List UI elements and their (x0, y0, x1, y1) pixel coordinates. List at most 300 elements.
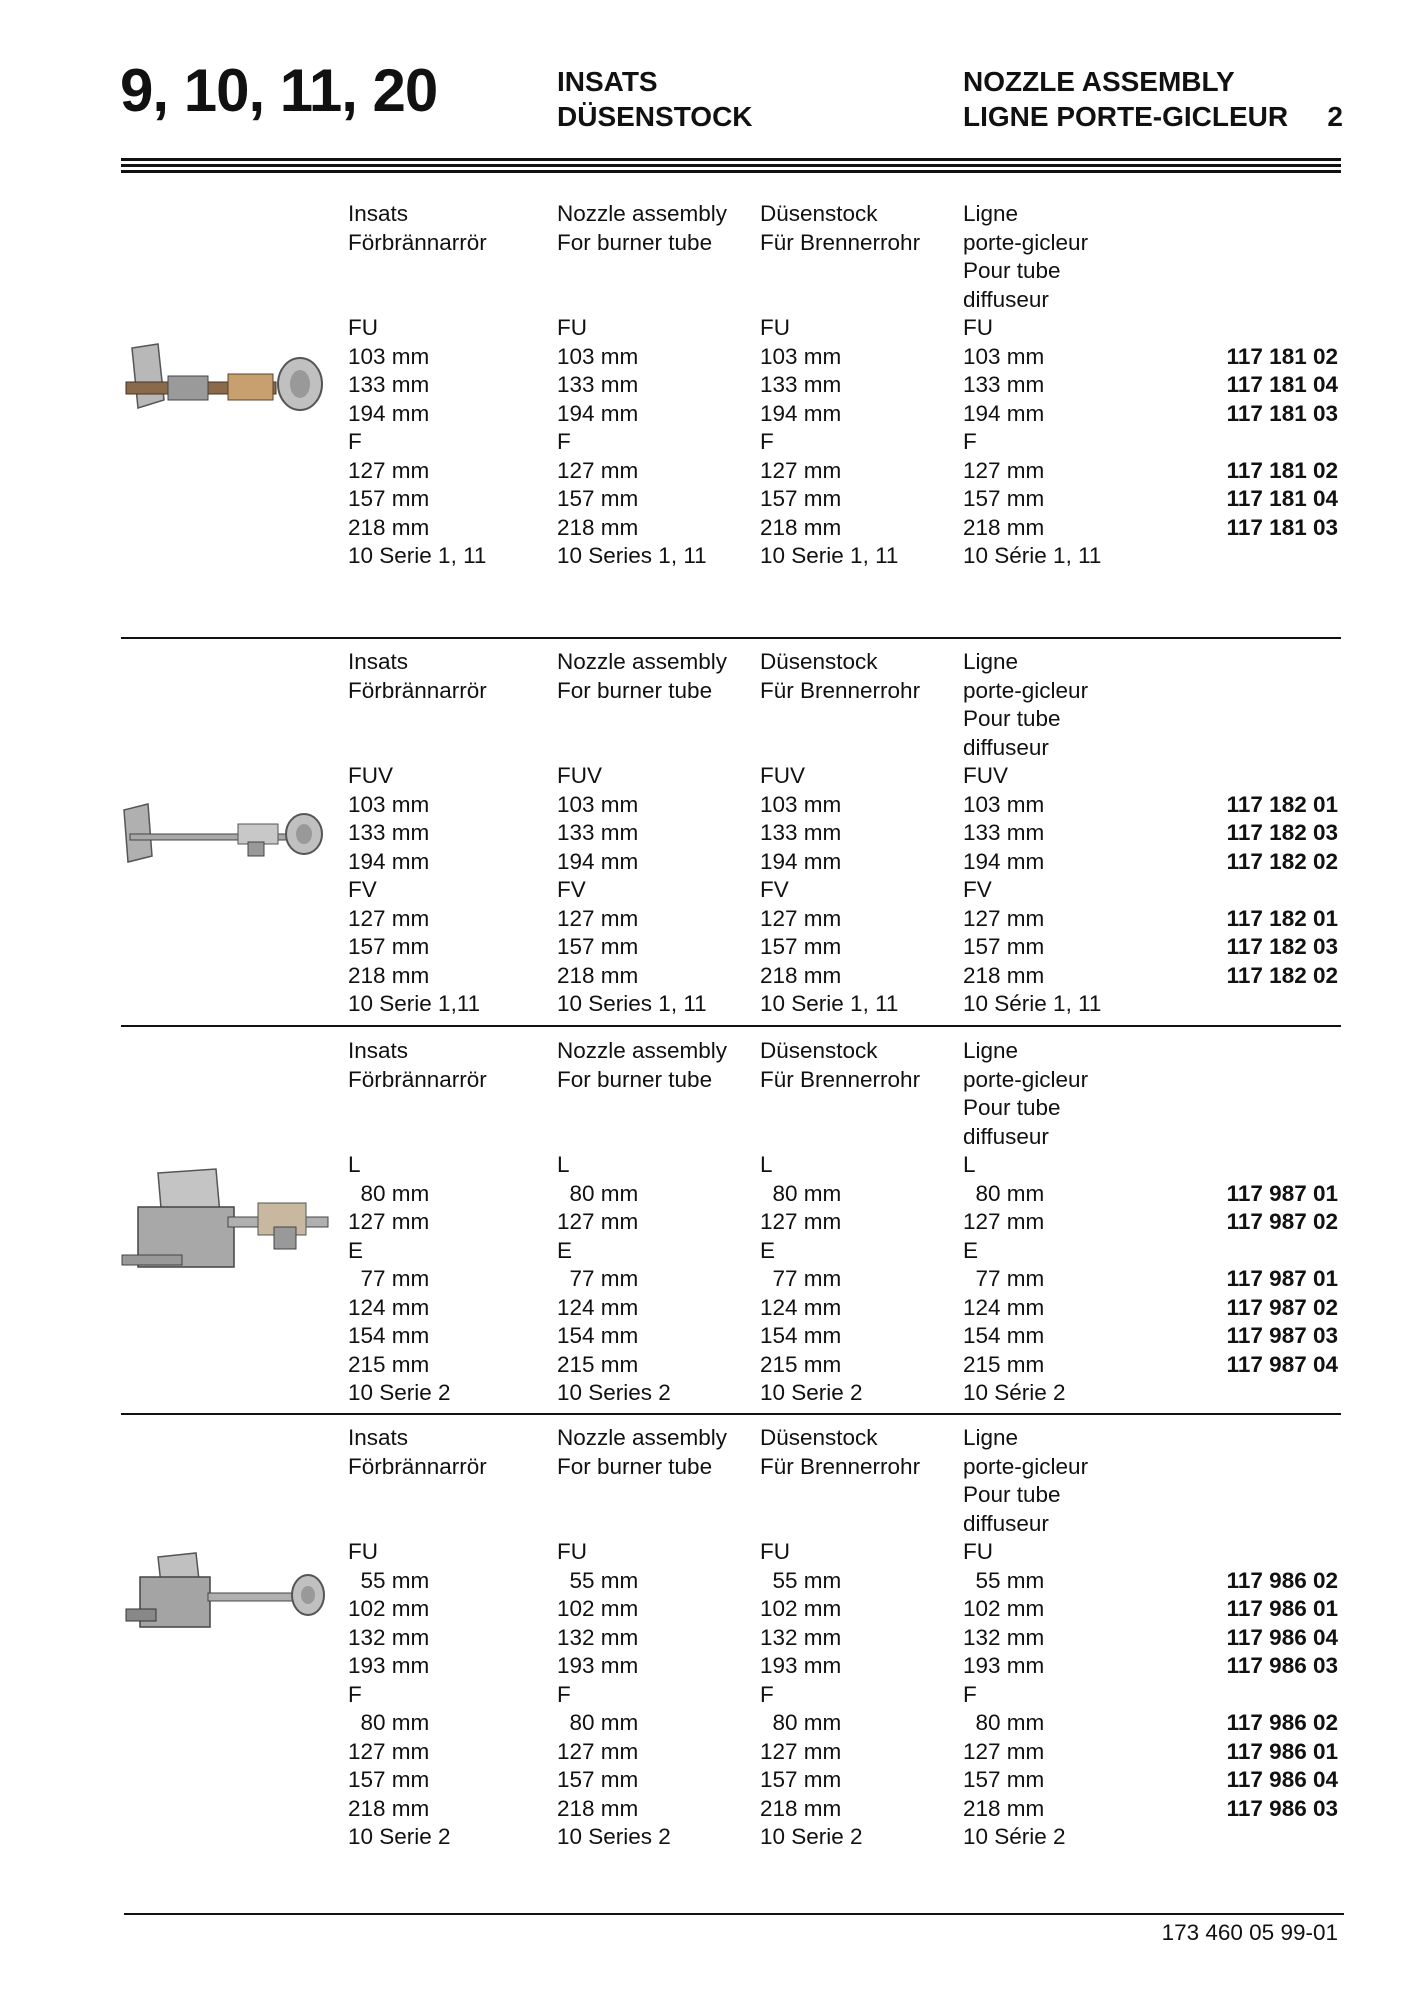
header-title-en-fr (963, 64, 1343, 134)
cell-text: 157 mm (760, 1767, 842, 1792)
cell-text: 157 mm (963, 486, 1045, 511)
cell-text: Düsenstock (760, 649, 878, 674)
part-number: 117 987 02 (1226, 1209, 1338, 1234)
cell-text: 157 mm (348, 934, 430, 959)
cell-text: 103 mm (963, 791, 1045, 817)
col-part-numbers (1150, 1424, 1338, 1852)
cell-text: 215 mm (963, 1351, 1045, 1377)
cell-text: F (348, 1681, 362, 1707)
cell-text: F (760, 1681, 774, 1707)
cell-text: Förbrännarrör (348, 1066, 487, 1092)
cell-text: 127 mm (348, 1738, 430, 1764)
cell-text: 127 mm (348, 1209, 430, 1234)
cell-text: 10 Serie 1,11 (348, 991, 481, 1016)
cell-text: Nozzle assembly (557, 201, 728, 226)
cell-text: 102 mm (963, 1596, 1045, 1621)
cell-text: 103 mm (557, 791, 639, 817)
section-divider (121, 1025, 1341, 1027)
cell-text: 132 mm (963, 1624, 1045, 1650)
part-number (1150, 1037, 1338, 1066)
cell-text (557, 257, 727, 286)
cell-text: For burner tube (557, 1066, 713, 1092)
cell-text (760, 286, 920, 315)
part-number: 117 986 01 (1226, 1738, 1338, 1764)
page-number: 2 (1327, 101, 1343, 132)
header-title-dusenstock: DÜSENSTOCK (557, 101, 753, 132)
cell-text: 80 mm (348, 1180, 430, 1206)
cell-text: Pour tube (963, 1095, 1061, 1120)
cell-text: 127 mm (348, 457, 430, 483)
cell-text: 10 Series 2 (557, 1824, 671, 1849)
cell-text (348, 1094, 487, 1123)
cell-text: FUV (963, 763, 1008, 788)
document-code: 173 460 05 99-01 (1161, 1920, 1338, 1945)
cell-text: 77 mm (760, 1266, 842, 1291)
part-number: 117 182 02 (1226, 848, 1338, 874)
cell-text: 132 mm (760, 1624, 842, 1650)
cell-text: 55 mm (963, 1567, 1045, 1593)
cell-text: For burner tube (557, 1453, 713, 1479)
cell-text: 154 mm (963, 1323, 1045, 1348)
part-number: 117 987 01 (1226, 1266, 1338, 1291)
cell-text: FV (348, 877, 377, 902)
cell-text: 218 mm (963, 514, 1045, 540)
cell-text: F (963, 429, 977, 454)
cell-text: porte-gicleur (963, 677, 1089, 703)
cell-text: 10 Series 1, 11 (557, 543, 707, 568)
cell-text: 10 Série 2 (963, 1824, 1066, 1849)
cell-text: For burner tube (557, 229, 713, 255)
cell-text: 194 mm (348, 848, 430, 874)
cell-text: 103 mm (348, 343, 430, 369)
cell-text: 80 mm (348, 1710, 430, 1735)
cell-text: 133 mm (760, 820, 842, 845)
cell-text: Pour tube (963, 706, 1061, 731)
part-number (1150, 876, 1338, 905)
col-german (760, 200, 920, 571)
part-number (1150, 677, 1338, 706)
cell-text: 133 mm (963, 372, 1045, 397)
cell-text: 127 mm (557, 1738, 639, 1764)
cell-text: 10 Series 2 (557, 1380, 671, 1405)
cell-text: Für Brennerrohr (760, 1066, 921, 1092)
col-french (963, 200, 1101, 571)
cell-text: F (348, 429, 362, 454)
cell-text (557, 1123, 727, 1152)
cell-text: E (760, 1237, 776, 1263)
cell-text: 127 mm (963, 1738, 1045, 1764)
cell-text: 10 Série 1, 11 (963, 543, 1102, 568)
cell-text: diffuseur (963, 1510, 1049, 1536)
cell-text: Ligne (963, 1038, 1019, 1063)
nozzle-assembly-image-fu-serie2 (118, 1549, 333, 1659)
cell-text: FUV (348, 763, 393, 788)
part-number: 117 181 03 (1226, 514, 1338, 540)
part-number (1150, 314, 1338, 343)
cell-text: 218 mm (760, 962, 842, 988)
col-part-numbers (1150, 1037, 1338, 1408)
cell-text: Förbrännarrör (348, 1453, 487, 1479)
part-number (1150, 1424, 1338, 1453)
part-number: 117 987 01 (1226, 1180, 1338, 1206)
cell-text: For burner tube (557, 677, 713, 703)
cell-text: 157 mm (557, 1767, 639, 1792)
col-swedish (348, 648, 487, 1019)
section-divider (121, 637, 1341, 639)
cell-text: 194 mm (963, 848, 1045, 874)
cell-text: 124 mm (348, 1294, 430, 1320)
cell-text: F (963, 1681, 977, 1707)
header-title-ligne: LIGNE PORTE-GICLEUR (963, 101, 1289, 132)
cell-text: porte-gicleur (963, 1453, 1089, 1479)
cell-text (557, 705, 727, 734)
cell-text: Ligne (963, 649, 1019, 674)
part-number: 117 181 03 (1226, 400, 1338, 426)
cell-text (557, 286, 727, 315)
part-number: 117 986 02 (1226, 1710, 1338, 1735)
cell-text: porte-gicleur (963, 229, 1089, 255)
part-number (1150, 1066, 1338, 1095)
cell-text: 132 mm (557, 1624, 639, 1650)
part-number: 117 987 04 (1226, 1351, 1338, 1377)
part-number (1150, 542, 1338, 571)
part-number: 117 986 03 (1226, 1795, 1338, 1821)
cell-text: 127 mm (963, 905, 1045, 931)
cell-text (760, 1510, 920, 1539)
cell-text: 127 mm (348, 905, 430, 931)
cell-text: 10 Serie 2 (348, 1380, 451, 1405)
cell-text: FUV (557, 763, 602, 788)
cell-text: Düsenstock (760, 1038, 878, 1063)
cell-text: 218 mm (760, 1795, 842, 1821)
nozzle-assembly-image-l-e (118, 1167, 333, 1307)
cell-text: FV (963, 877, 992, 902)
cell-text: Nozzle assembly (557, 1425, 728, 1450)
cell-text: 218 mm (557, 514, 639, 540)
part-number (1150, 1481, 1338, 1510)
cell-text: L (963, 1152, 976, 1177)
part-number: 117 986 02 (1226, 1567, 1338, 1593)
cell-text: F (557, 429, 571, 454)
cell-text (760, 1123, 920, 1152)
cell-text: 218 mm (963, 962, 1045, 988)
section-divider (121, 1413, 1341, 1415)
cell-text: L (760, 1152, 773, 1177)
cell-text (557, 1510, 727, 1539)
cell-text: E (557, 1237, 573, 1263)
cell-text: 127 mm (760, 1209, 842, 1234)
part-number: 117 987 03 (1226, 1323, 1338, 1348)
cell-text: 10 Serie 2 (760, 1824, 863, 1849)
cell-text: Düsenstock (760, 1425, 878, 1450)
cell-text: FU (963, 1539, 993, 1564)
part-number (1150, 1823, 1338, 1852)
col-english (557, 1424, 727, 1852)
part-number (1150, 286, 1338, 315)
cell-text: FU (557, 1539, 587, 1564)
footer-rule (124, 1913, 1344, 1915)
cell-text: 194 mm (557, 400, 639, 426)
cell-text: 218 mm (760, 514, 842, 540)
cell-text: 133 mm (557, 820, 639, 845)
cell-text: 124 mm (557, 1294, 639, 1320)
cell-text: diffuseur (963, 286, 1049, 312)
cell-text: 55 mm (348, 1567, 430, 1593)
cell-text (348, 1510, 487, 1539)
col-english (557, 200, 727, 571)
cell-text: Pour tube (963, 258, 1061, 283)
part-number (1150, 1123, 1338, 1152)
cell-text: 127 mm (760, 1738, 842, 1764)
cell-text: 10 Serie 2 (348, 1824, 451, 1849)
part-number: 117 182 03 (1226, 934, 1338, 959)
cell-text: 157 mm (348, 1767, 430, 1792)
cell-text (348, 705, 487, 734)
cell-text (348, 286, 487, 315)
cell-text: FU (348, 315, 378, 340)
part-number: 117 986 04 (1226, 1624, 1338, 1650)
cell-text: Insats (348, 649, 409, 674)
cell-text: 215 mm (760, 1351, 842, 1377)
part-number: 117 987 02 (1226, 1294, 1338, 1320)
cell-text: L (557, 1152, 570, 1177)
cell-text: 218 mm (557, 1795, 639, 1821)
cell-text (760, 1481, 920, 1510)
cell-text: 218 mm (348, 962, 430, 988)
cell-text: 133 mm (348, 820, 430, 845)
cell-text: FU (760, 1539, 790, 1564)
cell-text: 102 mm (557, 1596, 639, 1621)
cell-text: diffuseur (963, 1123, 1049, 1149)
cell-text: 194 mm (963, 400, 1045, 426)
cell-text: 132 mm (348, 1624, 430, 1650)
cell-text: FU (760, 315, 790, 340)
part-number (1150, 762, 1338, 791)
cell-text (557, 734, 727, 763)
cell-text: Insats (348, 1038, 409, 1063)
part-number (1150, 705, 1338, 734)
cell-text: 103 mm (348, 791, 430, 817)
cell-text: Düsenstock (760, 201, 878, 226)
col-french (963, 1424, 1088, 1852)
cell-text: 80 mm (557, 1710, 639, 1735)
cell-text: 103 mm (760, 343, 842, 369)
cell-text: diffuseur (963, 734, 1049, 760)
cell-text: 218 mm (348, 1795, 430, 1821)
cell-text: 103 mm (963, 343, 1045, 369)
cell-text (760, 1094, 920, 1123)
cell-text (348, 257, 487, 286)
cell-text: Insats (348, 201, 409, 226)
part-number (1150, 1094, 1338, 1123)
part-number (1150, 1510, 1338, 1539)
cell-text: 218 mm (963, 1795, 1045, 1821)
cell-text: 103 mm (557, 343, 639, 369)
cell-text: 124 mm (760, 1294, 842, 1320)
cell-text: FUV (760, 763, 805, 788)
part-number: 117 182 01 (1226, 905, 1338, 931)
col-part-numbers (1150, 200, 1338, 571)
cell-text: 127 mm (557, 1209, 639, 1234)
cell-text (348, 1123, 487, 1152)
cell-text: 80 mm (963, 1710, 1045, 1735)
part-number: 117 181 04 (1226, 372, 1338, 397)
part-number (1150, 257, 1338, 286)
col-swedish (348, 1424, 487, 1852)
cell-text: 154 mm (760, 1323, 842, 1348)
page-section-number: 9, 10, 11, 20 (120, 57, 438, 124)
cell-text: 10 Serie 1, 11 (760, 543, 899, 568)
col-english (557, 1037, 727, 1408)
cell-text: 215 mm (348, 1351, 430, 1377)
part-number (1150, 990, 1338, 1019)
cell-text: 193 mm (348, 1653, 430, 1678)
cell-text: Nozzle assembly (557, 649, 728, 674)
cell-text: 215 mm (557, 1351, 639, 1377)
cell-text: 193 mm (963, 1653, 1045, 1678)
cell-text: 77 mm (557, 1266, 639, 1291)
cell-text: 218 mm (557, 962, 639, 988)
col-part-numbers (1150, 648, 1338, 1019)
cell-text: 127 mm (557, 457, 639, 483)
part-number (1150, 1237, 1338, 1266)
cell-text: 77 mm (963, 1266, 1045, 1291)
cell-text: 194 mm (557, 848, 639, 874)
cell-text (348, 734, 487, 763)
nozzle-assembly-image-fu (118, 340, 328, 440)
part-number: 117 182 03 (1226, 820, 1338, 845)
cell-text: 10 Série 1, 11 (963, 991, 1102, 1016)
cell-text: 55 mm (760, 1567, 842, 1593)
cell-text: porte-gicleur (963, 1066, 1089, 1092)
cell-text: 127 mm (760, 457, 842, 483)
part-number (1150, 200, 1338, 229)
cell-text: FU (963, 315, 993, 340)
cell-text: 193 mm (557, 1653, 639, 1678)
nozzle-assembly-image-fuv (118, 798, 328, 888)
cell-text: 133 mm (963, 820, 1045, 845)
part-number (1150, 428, 1338, 457)
col-english (557, 648, 727, 1019)
cell-text: 133 mm (557, 372, 639, 397)
cell-text (760, 734, 920, 763)
cell-text: 194 mm (348, 400, 430, 426)
cell-text: F (557, 1681, 571, 1707)
header-title-sv-de (557, 64, 753, 134)
part-number (1150, 648, 1338, 677)
part-number: 117 986 03 (1226, 1653, 1338, 1678)
cell-text: Ligne (963, 201, 1019, 226)
cell-text: 127 mm (760, 905, 842, 931)
col-german (760, 1037, 920, 1408)
part-number: 117 986 01 (1226, 1596, 1338, 1621)
part-number (1150, 734, 1338, 763)
cell-text: 194 mm (760, 848, 842, 874)
cell-text: 157 mm (760, 934, 842, 959)
header-title-nozzle-assembly: NOZZLE ASSEMBLY (963, 66, 1235, 97)
part-number (1150, 1453, 1338, 1482)
cell-text (760, 257, 920, 286)
cell-text: Pour tube (963, 1482, 1061, 1507)
cell-text: 127 mm (963, 457, 1045, 483)
cell-text: Für Brennerrohr (760, 677, 921, 703)
cell-text (760, 705, 920, 734)
cell-text: 80 mm (557, 1180, 639, 1206)
cell-text: 10 Serie 1, 11 (348, 543, 487, 568)
cell-text: 157 mm (760, 486, 842, 511)
cell-text: 10 Série 2 (963, 1380, 1066, 1405)
cell-text: Für Brennerrohr (760, 1453, 921, 1479)
part-number (1150, 1681, 1338, 1710)
part-number: 117 181 02 (1226, 457, 1338, 483)
cell-text: E (963, 1237, 979, 1263)
cell-text: 218 mm (348, 514, 430, 540)
cell-text: 194 mm (760, 400, 842, 426)
cell-text: 193 mm (760, 1653, 842, 1678)
cell-text: Insats (348, 1425, 409, 1450)
cell-text: 133 mm (348, 372, 430, 397)
cell-text (557, 1481, 727, 1510)
cell-text: 77 mm (348, 1266, 430, 1291)
part-number: 117 181 02 (1226, 343, 1338, 369)
cell-text: Nozzle assembly (557, 1038, 728, 1063)
cell-text: 10 Series 1, 11 (557, 991, 707, 1016)
cell-text: L (348, 1152, 361, 1177)
part-number (1150, 1538, 1338, 1567)
part-number: 117 182 02 (1226, 962, 1338, 988)
part-number: 117 181 04 (1226, 486, 1338, 511)
cell-text: 127 mm (963, 1209, 1045, 1234)
part-number: 117 182 01 (1226, 791, 1338, 817)
cell-text: 157 mm (963, 1767, 1045, 1792)
cell-text: 157 mm (963, 934, 1045, 959)
col-swedish (348, 1037, 487, 1408)
cell-text: 80 mm (760, 1180, 842, 1206)
part-number (1150, 1379, 1338, 1408)
part-number: 117 986 04 (1226, 1767, 1338, 1792)
cell-text: 127 mm (557, 905, 639, 931)
cell-text: E (348, 1237, 364, 1263)
cell-text: 10 Serie 1, 11 (760, 991, 899, 1016)
col-french (963, 1037, 1088, 1408)
cell-text: 133 mm (760, 372, 842, 397)
cell-text: FV (557, 877, 586, 902)
cell-text: 55 mm (557, 1567, 639, 1593)
part-number (1150, 229, 1338, 258)
header-rule (121, 158, 1341, 176)
col-german (760, 1424, 920, 1852)
cell-text: FU (557, 315, 587, 340)
cell-text: 124 mm (963, 1294, 1045, 1320)
cell-text: F (760, 429, 774, 454)
cell-text: Ligne (963, 1425, 1019, 1450)
header-title-insats: INSATS (557, 66, 658, 97)
part-number (1150, 1151, 1338, 1180)
cell-text: 102 mm (760, 1596, 842, 1621)
cell-text: 80 mm (760, 1710, 842, 1735)
col-german (760, 648, 920, 1019)
cell-text: FU (348, 1539, 378, 1564)
cell-text: 102 mm (348, 1596, 430, 1621)
cell-text: 157 mm (348, 486, 430, 511)
cell-text: FV (760, 877, 789, 902)
cell-text: Förbrännarrör (348, 677, 487, 703)
cell-text: 103 mm (760, 791, 842, 817)
cell-text: 10 Serie 2 (760, 1380, 863, 1405)
cell-text (348, 1481, 487, 1510)
cell-text: Für Brennerrohr (760, 229, 921, 255)
cell-text: 154 mm (557, 1323, 639, 1348)
